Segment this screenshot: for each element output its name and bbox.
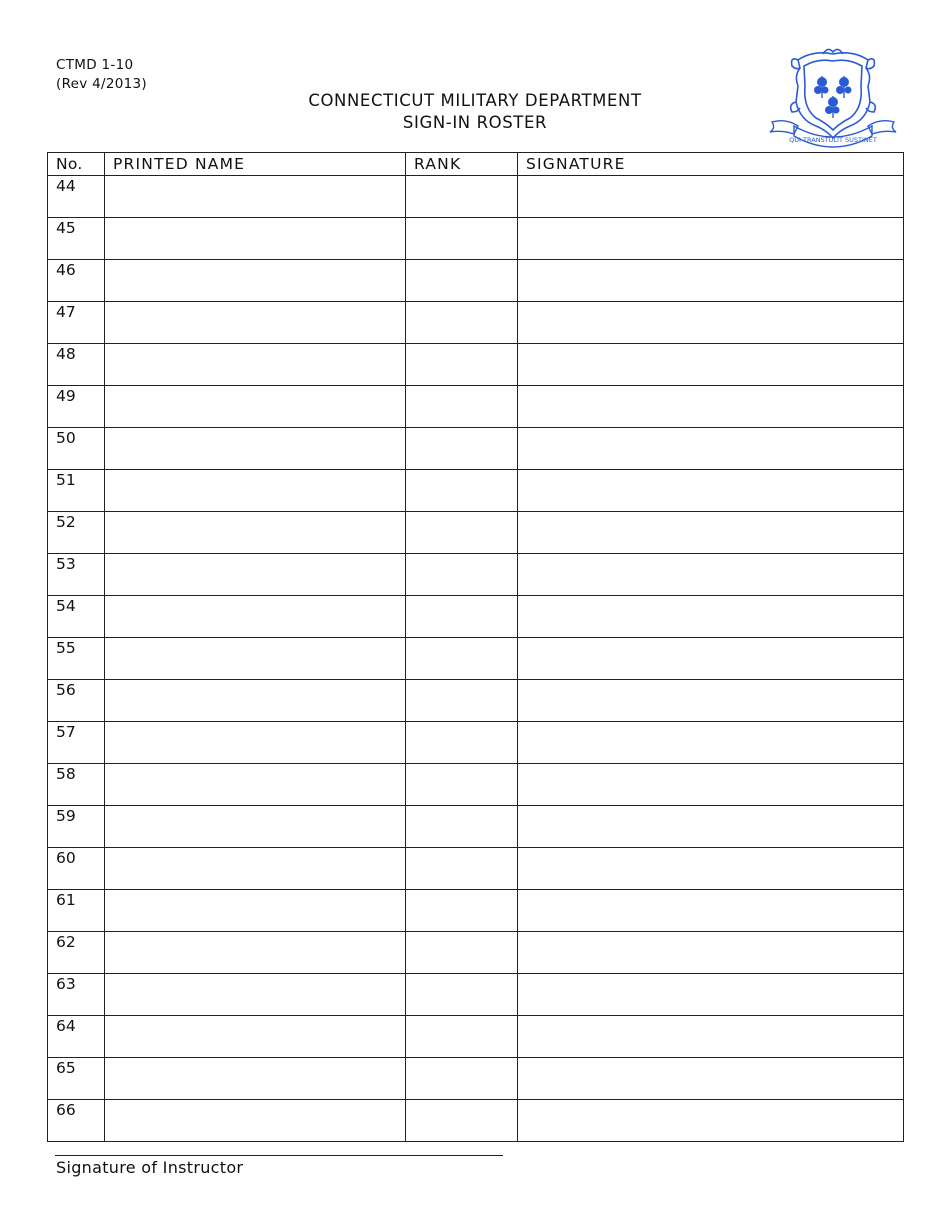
row-number: 57 [48, 722, 105, 764]
signature-cell[interactable] [518, 1100, 904, 1142]
printed-name-cell[interactable] [105, 848, 406, 890]
rank-cell[interactable] [406, 764, 518, 806]
signature-cell[interactable] [518, 722, 904, 764]
row-number: 63 [48, 974, 105, 1016]
signature-cell[interactable] [518, 260, 904, 302]
instructor-signature-line[interactable] [55, 1155, 503, 1156]
rank-cell[interactable] [406, 386, 518, 428]
rank-cell[interactable] [406, 1100, 518, 1142]
row-number: 53 [48, 554, 105, 596]
rank-cell[interactable] [406, 932, 518, 974]
signature-cell[interactable] [518, 302, 904, 344]
row-number: 51 [48, 470, 105, 512]
column-header-signature: SIGNATURE [518, 153, 904, 176]
row-number: 46 [48, 260, 105, 302]
column-header-printed-name: PRINTED NAME [105, 153, 406, 176]
signature-cell[interactable] [518, 596, 904, 638]
rank-cell[interactable] [406, 554, 518, 596]
signature-cell[interactable] [518, 974, 904, 1016]
signature-cell[interactable] [518, 512, 904, 554]
column-header-rank: RANK [406, 153, 518, 176]
table-row [48, 764, 904, 806]
printed-name-cell[interactable] [105, 470, 406, 512]
signature-cell[interactable] [518, 680, 904, 722]
printed-name-cell[interactable] [105, 638, 406, 680]
rank-cell[interactable] [406, 974, 518, 1016]
row-number: 55 [48, 638, 105, 680]
rank-cell[interactable] [406, 638, 518, 680]
title-block [225, 90, 725, 134]
row-number: 52 [48, 512, 105, 554]
printed-name-cell[interactable] [105, 596, 406, 638]
rank-cell[interactable] [406, 218, 518, 260]
row-number: 59 [48, 806, 105, 848]
rank-cell[interactable] [406, 260, 518, 302]
table-row [48, 1058, 904, 1100]
signature-cell[interactable] [518, 1058, 904, 1100]
rank-cell[interactable] [406, 722, 518, 764]
printed-name-cell[interactable] [105, 302, 406, 344]
printed-name-cell[interactable] [105, 344, 406, 386]
table-row [48, 554, 904, 596]
table-row [48, 974, 904, 1016]
row-number: 56 [48, 680, 105, 722]
signature-cell[interactable] [518, 176, 904, 218]
table-row [48, 596, 904, 638]
printed-name-cell[interactable] [105, 260, 406, 302]
printed-name-cell[interactable] [105, 386, 406, 428]
rank-cell[interactable] [406, 512, 518, 554]
table-row [48, 260, 904, 302]
row-number: 44 [48, 176, 105, 218]
form-identifier [56, 56, 147, 94]
page-title: CONNECTICUT MILITARY DEPARTMENT [308, 91, 642, 110]
signature-cell[interactable] [518, 428, 904, 470]
row-number: 49 [48, 386, 105, 428]
sign-in-roster-table [47, 152, 904, 1142]
row-number: 45 [48, 218, 105, 260]
row-number: 58 [48, 764, 105, 806]
column-header-number: No. [48, 153, 105, 176]
roster-body [48, 176, 904, 1142]
rank-cell[interactable] [406, 470, 518, 512]
printed-name-cell[interactable] [105, 176, 406, 218]
printed-name-cell[interactable] [105, 764, 406, 806]
table-row [48, 848, 904, 890]
signature-cell[interactable] [518, 848, 904, 890]
state-seal-icon [768, 46, 898, 158]
rank-cell[interactable] [406, 302, 518, 344]
rank-cell[interactable] [406, 428, 518, 470]
table-row [48, 470, 904, 512]
signature-cell[interactable] [518, 554, 904, 596]
rank-cell[interactable] [406, 344, 518, 386]
signature-cell[interactable] [518, 386, 904, 428]
row-number: 65 [48, 1058, 105, 1100]
rank-cell[interactable] [406, 1058, 518, 1100]
table-row [48, 512, 904, 554]
row-number: 48 [48, 344, 105, 386]
row-number: 61 [48, 890, 105, 932]
table-row [48, 1100, 904, 1142]
rank-cell[interactable] [406, 680, 518, 722]
printed-name-cell[interactable] [105, 890, 406, 932]
row-number: 60 [48, 848, 105, 890]
signature-cell[interactable] [518, 1016, 904, 1058]
row-number: 54 [48, 596, 105, 638]
printed-name-cell[interactable] [105, 1016, 406, 1058]
printed-name-cell[interactable] [105, 428, 406, 470]
table-row [48, 218, 904, 260]
printed-name-cell[interactable] [105, 218, 406, 260]
table-row [48, 806, 904, 848]
table-row [48, 638, 904, 680]
form-revision: (Rev 4/2013) [56, 76, 147, 92]
table-row [48, 302, 904, 344]
rank-cell[interactable] [406, 806, 518, 848]
table-row [48, 176, 904, 218]
rank-cell[interactable] [406, 890, 518, 932]
printed-name-cell[interactable] [105, 554, 406, 596]
table-row [48, 680, 904, 722]
table-row [48, 890, 904, 932]
table-header-row [48, 153, 904, 176]
rank-cell[interactable] [406, 596, 518, 638]
table-row [48, 722, 904, 764]
printed-name-cell[interactable] [105, 974, 406, 1016]
signature-cell[interactable] [518, 764, 904, 806]
rank-cell[interactable] [406, 848, 518, 890]
signature-cell[interactable] [518, 638, 904, 680]
table-row [48, 428, 904, 470]
page-subtitle: SIGN-IN ROSTER [402, 113, 548, 132]
table-row [48, 386, 904, 428]
row-number: 64 [48, 1016, 105, 1058]
printed-name-cell[interactable] [105, 722, 406, 764]
instructor-signature-label: Signature of Instructor [56, 1158, 244, 1177]
signature-cell[interactable] [518, 890, 904, 932]
rank-cell[interactable] [406, 176, 518, 218]
row-number: 50 [48, 428, 105, 470]
printed-name-cell[interactable] [105, 806, 406, 848]
seal-banner-text: QUI TRANSTULIT SUSTINET [789, 136, 877, 144]
printed-name-cell[interactable] [105, 680, 406, 722]
row-number: 62 [48, 932, 105, 974]
signature-cell[interactable] [518, 470, 904, 512]
row-number: 66 [48, 1100, 105, 1142]
signature-cell[interactable] [518, 344, 904, 386]
rank-cell[interactable] [406, 1016, 518, 1058]
signature-cell[interactable] [518, 932, 904, 974]
table-row [48, 344, 904, 386]
signature-cell[interactable] [518, 218, 904, 260]
signature-cell[interactable] [518, 806, 904, 848]
table-row [48, 932, 904, 974]
printed-name-cell[interactable] [105, 1058, 406, 1100]
form-number: CTMD 1-10 [56, 57, 134, 73]
printed-name-cell[interactable] [105, 512, 406, 554]
printed-name-cell[interactable] [105, 932, 406, 974]
row-number: 47 [48, 302, 105, 344]
printed-name-cell[interactable] [105, 1100, 406, 1142]
table-row [48, 1016, 904, 1058]
